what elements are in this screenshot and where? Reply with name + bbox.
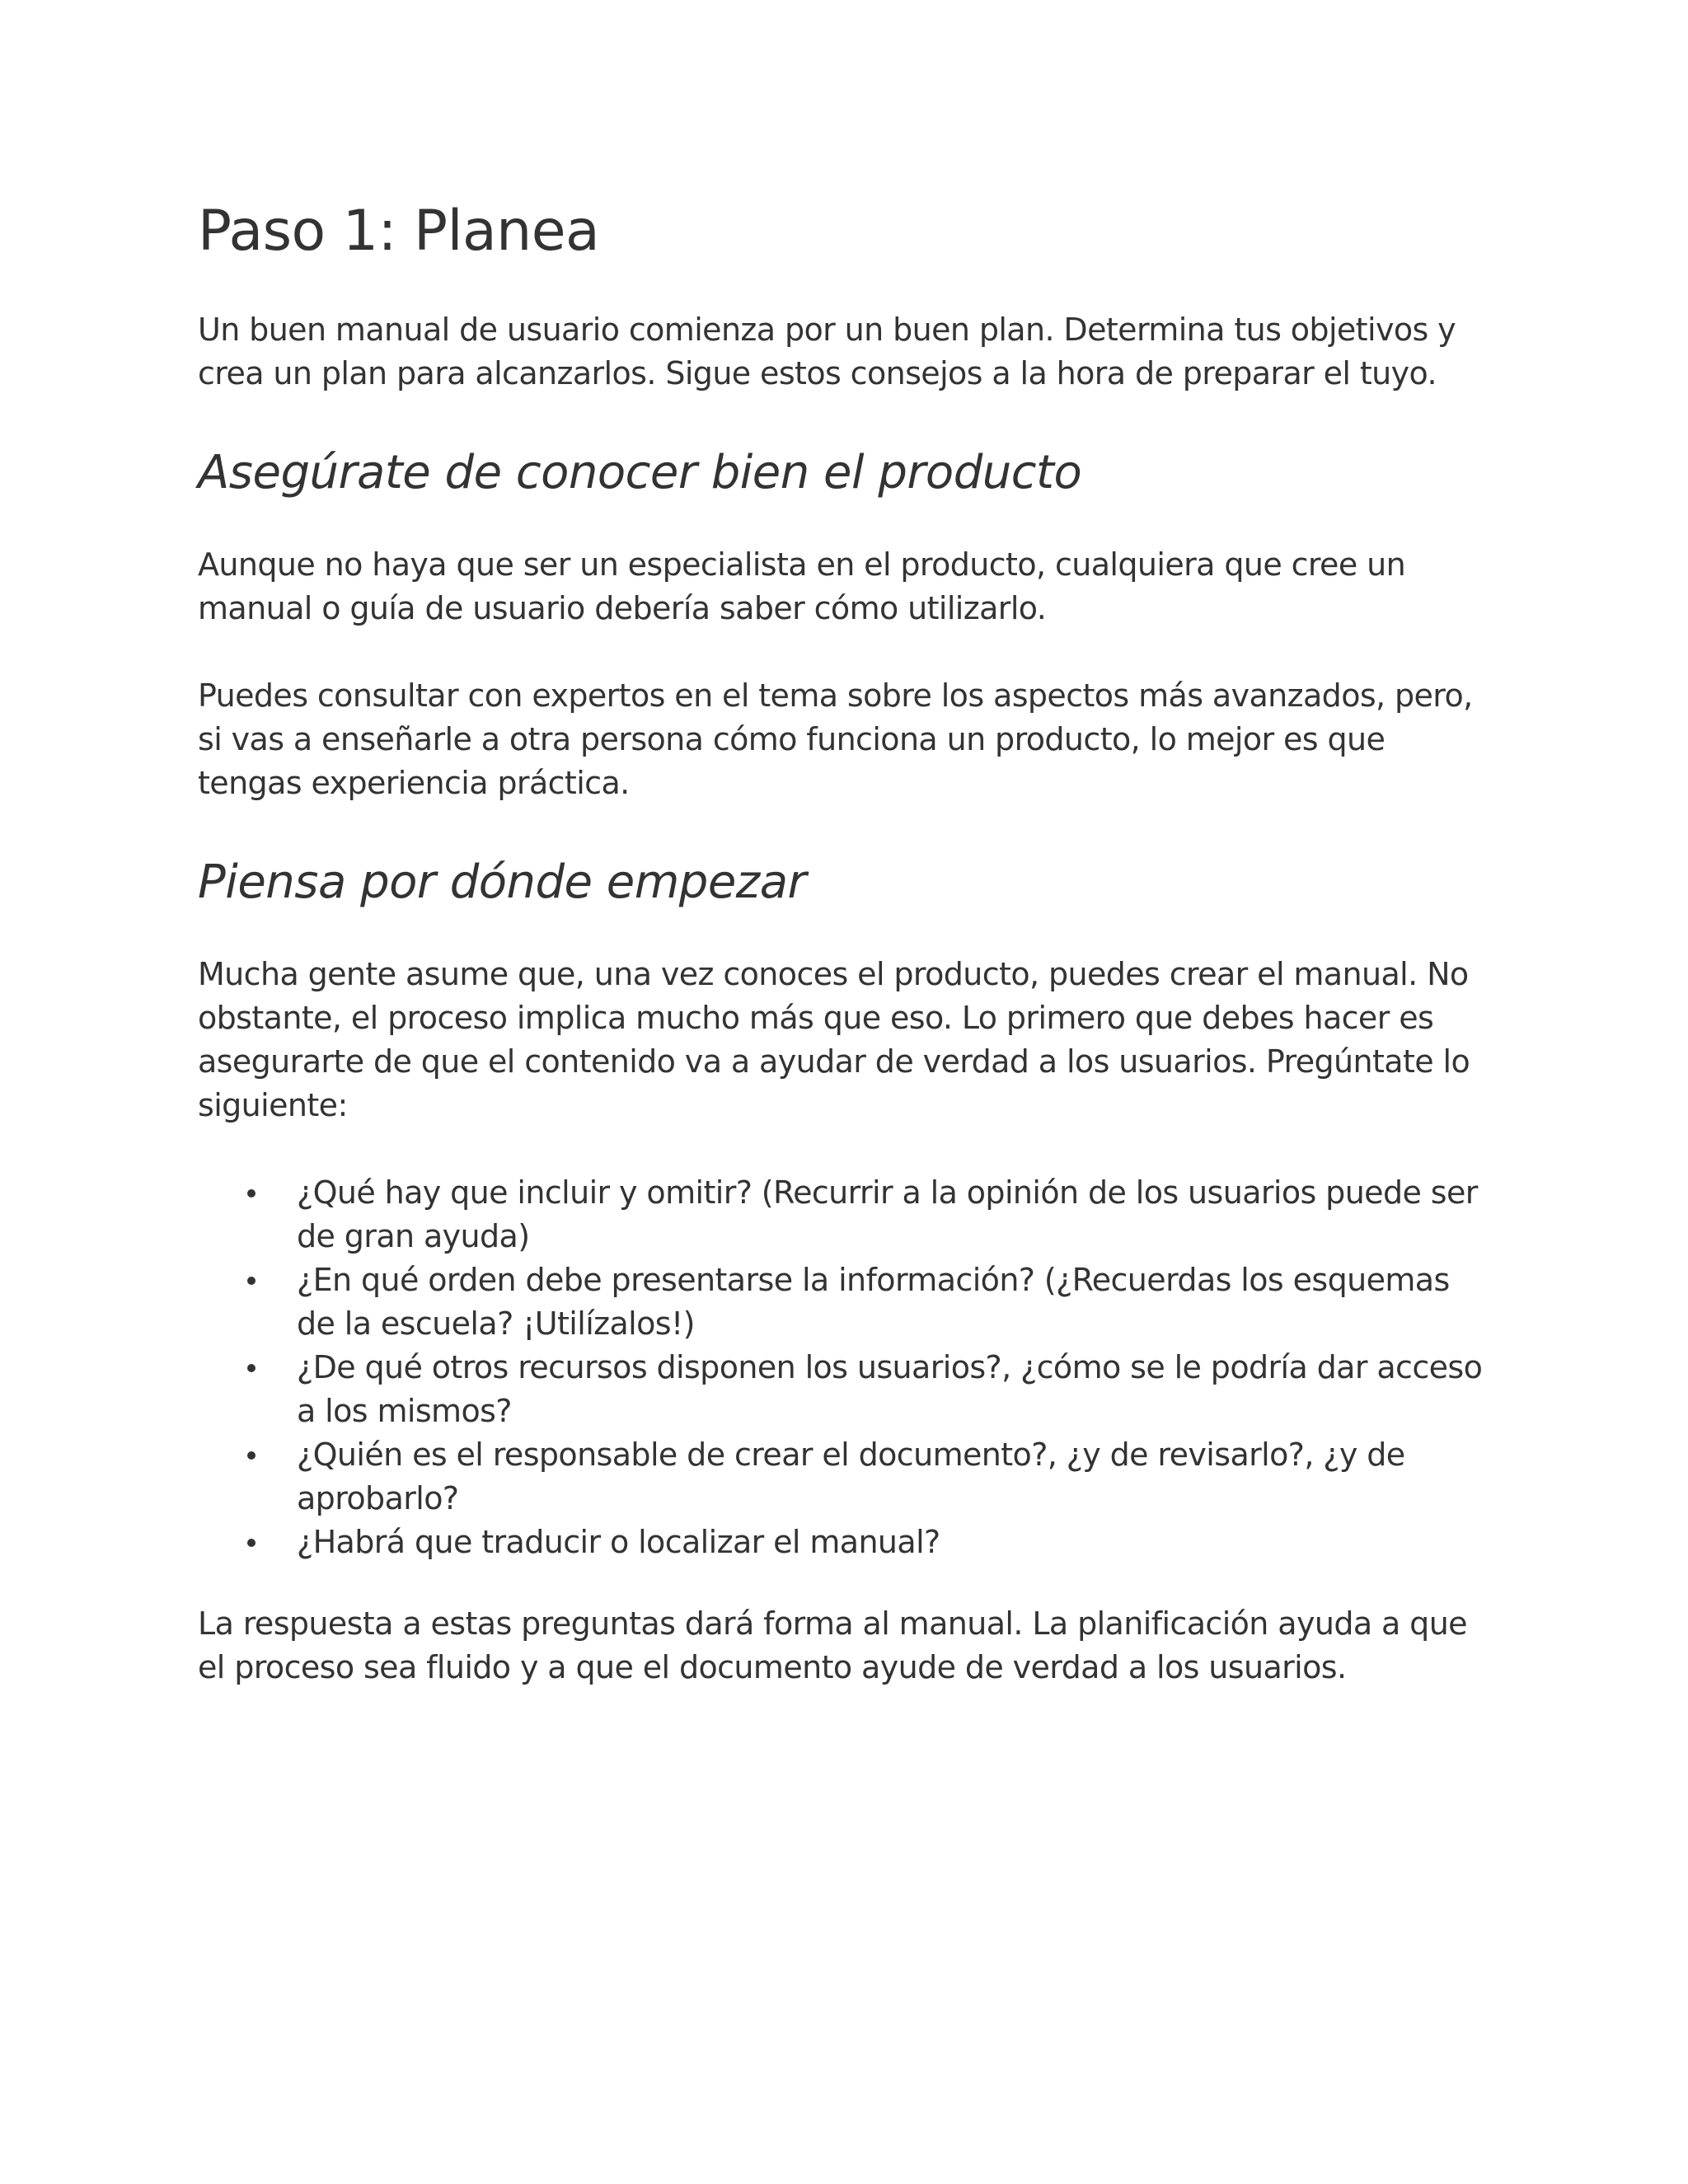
list-item-text: ¿Qué hay que incluir y omitir? (Recurrir a la opinión de los usuarios puede ser de gran ayuda) [297,1174,1478,1254]
bullet-icon [247,1189,256,1197]
section-paragraph: Mucha gente asume que, una vez conoces el producto, puedes crear el manual. No obstante, el proceso implica mucho más que eso. Lo primero que debes hacer es asegurarte de que el contenido va a ayudar de verdad a los usuarios. Pregúntate lo siguiente: [198,955,1470,1123]
list-item-text: ¿De qué otros recursos disponen los usuarios?, ¿cómo se le podría dar acceso a los mismos? [297,1348,1483,1429]
bullet-icon [247,1451,256,1460]
list-item [198,1346,1484,1433]
section-paragraph: Aunque no haya que ser un especialista en el producto, cualquiera que cree un manual o guía de usuario debería saber cómo utilizarlo. [198,546,1406,626]
section-paragraph: Puedes consultar con expertos en el tema sobre los aspectos más avanzados, pero, si vas a enseñarle a otra persona cómo funciona un producto, lo mejor es que tengas experiencia práctica. [198,677,1473,801]
section-heading-where-to-start: Piensa por dónde empezar [198,855,807,909]
list-item-text: ¿Quién es el responsable de crear el documento?, ¿y de revisarlo?, ¿y de aprobarlo? [297,1436,1405,1516]
intro-paragraph: Un buen manual de usuario comienza por un buen plan. Determina tus objetivos y crea un plan para alcanzarlos. Sigue estos consejos a la hora de preparar el tuyo. [198,311,1456,391]
closing-paragraph: La respuesta a estas preguntas dará forma al manual. La planificación ayuda a que el proceso sea fluido y a que el documento ayude de verdad a los usuarios. [198,1605,1467,1685]
list-item-text: ¿En qué orden debe presentarse la información? (¿Recuerdas los esquemas de la escuela? ¡Utilízalos!) [297,1261,1450,1342]
bullet-icon [247,1277,256,1285]
list-item [198,1258,1484,1346]
document-body [198,198,1484,1690]
list-item [198,1433,1484,1521]
section-heading-know-product: Asegúrate de conocer bien el producto [198,445,1082,499]
bullet-icon [247,1539,256,1547]
bullet-icon [247,1364,256,1372]
page-title: Paso 1: Planea [198,199,600,264]
list-item [198,1521,1484,1564]
list-item-text: ¿Habrá que traducir o localizar el manual? [297,1523,940,1560]
list-item [198,1171,1484,1258]
questions-list [198,1171,1484,1564]
